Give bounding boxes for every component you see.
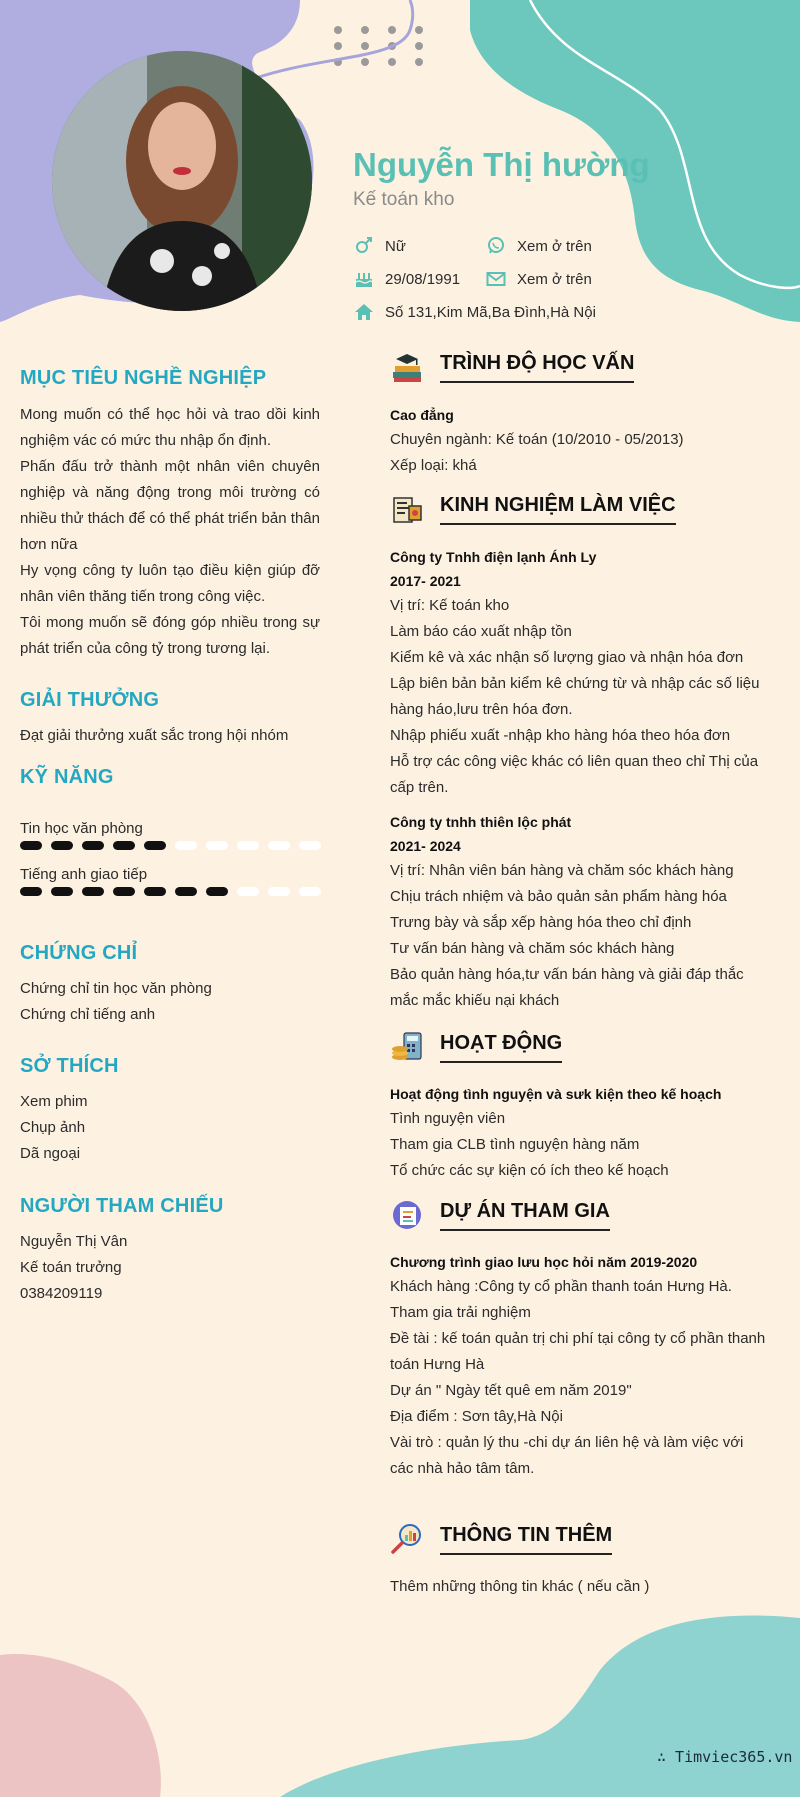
award-item: Đạt giải thưởng xuất sắc trong hội nhóm [20, 727, 289, 744]
objective-text [20, 402, 320, 662]
education-details [390, 403, 770, 479]
job-company: Công ty Tnhh điện lạnh Ánh Ly [390, 549, 597, 565]
more-info-header [390, 1522, 612, 1556]
projects-heading: DỰ ÁN THAM GIA [440, 1200, 610, 1231]
activities-heading: HOẠT ĐỘNG [440, 1032, 562, 1063]
more-info-heading: THÔNG TIN THÊM [440, 1524, 612, 1555]
birthday-value: 29/08/1991 [385, 270, 461, 288]
graduation-books-icon [390, 350, 424, 384]
projects-details [390, 1250, 770, 1482]
email-value: Xem ở trên [517, 270, 592, 288]
job-line: Làm báo cáo xuất nhập tồn [390, 623, 572, 640]
references-heading: NGƯỜI THAM CHIẾU [20, 1195, 224, 1217]
contact-phone [485, 236, 592, 256]
certificates-list [20, 976, 212, 1028]
work-documents-icon [390, 492, 424, 526]
skill-dash [299, 841, 321, 850]
skill-dash [20, 887, 42, 896]
education-heading: TRÌNH ĐỘ HỌC VẤN [440, 352, 634, 383]
contact-address [353, 302, 596, 322]
project-line: Dự án " Ngày tết quê em năm 2019" [390, 1382, 632, 1399]
hobby-item: Dã ngoại [20, 1145, 81, 1162]
skill-name: Tin học văn phòng [20, 820, 143, 837]
objective-heading: MỤC TIÊU NGHỀ NGHIỆP [20, 367, 267, 389]
job-company: Công ty tnhh thiên lộc phát [390, 814, 572, 830]
objective-paragraph: Tôi mong muốn sẽ đóng góp nhiều trong sự phát triển của công tỷ trong tương lại. [20, 614, 320, 657]
education-school: Cao đẳng [390, 407, 454, 423]
skill-dash [20, 841, 42, 850]
project-line: Địa điểm : Sơn tây,Hà Nội [390, 1408, 563, 1425]
skill-dash [51, 841, 73, 850]
gender-value: Nữ [385, 237, 406, 255]
hobbies-list [20, 1089, 88, 1167]
skill-dash [82, 887, 104, 896]
portrait-illustration [52, 51, 312, 311]
activity-line: Tham gia CLB tình nguyện hàng năm [390, 1136, 640, 1153]
job-line: Trưng bày và sắp xếp hàng hóa theo chỉ định [390, 914, 692, 931]
activities-header [390, 1030, 562, 1064]
hobby-item: Xem phim [20, 1093, 88, 1110]
skill-dash [82, 841, 104, 850]
job-line: Vị trí: Nhân viên bán hàng và chăm sóc khách hàng [390, 862, 734, 879]
activity-line: Tổ chức các sự kiện có ích theo kế hoạch [390, 1162, 669, 1179]
projects-header [390, 1198, 610, 1232]
job-line: Lập biên bản bản kiểm kê chứng từ và nhập các số liệu hàng háo,lưu trên hóa đơn. [390, 675, 760, 718]
skill-name: Tiếng anh giao tiếp [20, 866, 148, 883]
job-line: Hỗ trợ các công việc khác có liên quan theo chỉ Thị của cấp trên. [390, 753, 759, 796]
certificate-item: Chứng chỉ tin học văn phòng [20, 980, 212, 997]
gender-icon [353, 236, 375, 256]
job-line: Vị trí: Kế toán kho [390, 597, 510, 614]
experience-job [390, 810, 770, 1014]
skill-dash [144, 887, 166, 896]
skill-dash [299, 887, 321, 896]
experience-header [390, 492, 676, 526]
objective-paragraph: Mong muốn có thể học hỏi và trao dồi kinh nghiệm vác có mức thu nhập ổn định. [20, 406, 320, 449]
certificate-item: Chứng chỉ tiếng anh [20, 1006, 156, 1023]
objective-paragraph: Hy vọng công ty luôn tạo điều kiện giúp đỡ nhân viên thăng tiến trong công việc. [20, 562, 320, 605]
activity-heading: Hoạt động tình nguyện và sưk kiện theo kế hoạch [390, 1086, 722, 1102]
project-line: Tham gia trải nghiệm [390, 1304, 531, 1321]
job-line: Tư vấn bán hàng và chăm sóc khách hàng [390, 940, 675, 957]
experience-heading: KINH NGHIỆM LÀM VIỆC [440, 494, 676, 525]
skill-dash [206, 887, 228, 896]
awards-heading: GIẢI THƯỞNG [20, 689, 160, 711]
project-line: Vài trò : quản lý thu -chi dự án liên hệ và làm việc với các nhà hảo tâm tâm. [390, 1434, 744, 1477]
project-line: Đề tài : kế toán quản trị chi phí tại công ty cổ phần thanh toán Hưng Hà [390, 1330, 766, 1373]
job-title: Kế toán kho [353, 189, 455, 210]
education-header [390, 350, 634, 384]
job-line: Nhập phiếu xuất -nhập kho hàng hóa theo hóa đơn [390, 727, 731, 744]
more-info-text: Thêm những thông tin khác ( nếu cần ) [390, 1578, 650, 1595]
profile-photo [52, 51, 312, 311]
job-period: 2017- 2021 [390, 573, 461, 589]
objective-paragraph: Phấn đấu trở thành một nhân viên chuyên nghiệp và năng động trong môi trường có nhiều thử thách để có thể phát triển bản thân hơn nữa [20, 458, 320, 553]
skill-dash [144, 841, 166, 850]
birthday-cake-icon [353, 269, 375, 289]
project-palette-icon [390, 1198, 424, 1232]
hobby-item: Chụp ảnh [20, 1119, 86, 1136]
skill-dash [206, 841, 228, 850]
contact-birthday [353, 269, 460, 289]
phone-value: Xem ở trên [517, 237, 592, 255]
contact-email [485, 269, 592, 289]
job-line: Kiểm kê và xác nhận số lượng giao và nhận hóa đơn [390, 649, 744, 666]
skill-dash [268, 887, 290, 896]
calculator-coins-icon [390, 1030, 424, 1064]
skill-level-bar [20, 841, 321, 850]
education-grade: Xếp loại: khá [390, 457, 477, 474]
job-line: Bảo quản hàng hóa,tư vấn bán hàng và giải đáp thắc mắc mắc khiếu nại khách [390, 966, 744, 1009]
envelope-icon [485, 269, 507, 289]
job-period: 2021- 2024 [390, 838, 461, 854]
activities-details [390, 1082, 770, 1184]
references-list [20, 1229, 127, 1307]
education-major: Chuyên ngành: Kế toán (10/2010 - 05/2013) [390, 431, 684, 448]
job-line: Chịu trách nhiệm và bảo quản sản phẩm hàng hóa [390, 888, 727, 905]
whatsapp-icon [485, 236, 507, 256]
candidate-name: Nguyễn Thị hường [353, 146, 650, 183]
activity-line: Tình nguyện viên [390, 1110, 506, 1127]
skill-dash [113, 887, 135, 896]
experience-job [390, 545, 770, 801]
project-line: Khách hàng :Công ty cổ phần thanh toán Hưng Hà. [390, 1278, 732, 1295]
skill-dash [51, 887, 73, 896]
certificates-heading: CHỨNG CHỈ [20, 942, 138, 964]
contact-gender [353, 236, 406, 256]
skill-level-bar [20, 887, 321, 896]
skills-heading: KỸ NĂNG [20, 766, 114, 788]
reference-item: 0384209119 [20, 1285, 103, 1302]
home-icon [353, 302, 375, 322]
watermark: ∴ Timviec365.vn [657, 1748, 793, 1766]
address-value: Số 131,Kim Mã,Ba Đình,Hà Nội [385, 303, 596, 321]
skill-dash [175, 841, 197, 850]
skill-dash [268, 841, 290, 850]
skill-dash [175, 887, 197, 896]
skill-dash [113, 841, 135, 850]
hobbies-heading: SỞ THÍCH [20, 1055, 119, 1077]
skill-dash [237, 841, 259, 850]
reference-item: Kế toán trưởng [20, 1259, 122, 1276]
magnifier-chart-icon [390, 1522, 424, 1556]
project-heading: Chương trình giao lưu học hỏi năm 2019-2020 [390, 1254, 698, 1270]
skill-dash [237, 887, 259, 896]
reference-item: Nguyễn Thị Vân [20, 1233, 128, 1250]
